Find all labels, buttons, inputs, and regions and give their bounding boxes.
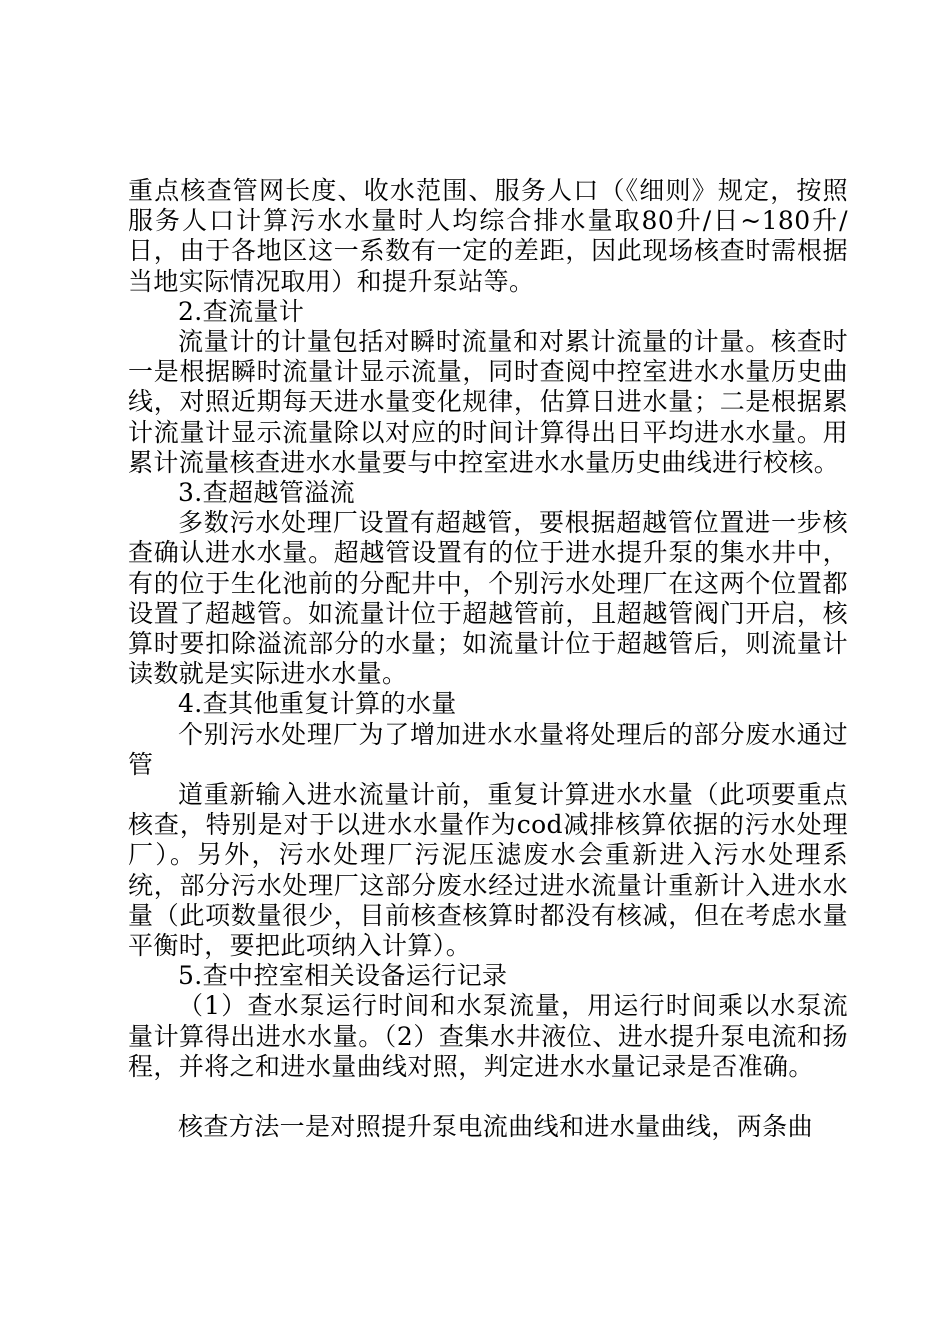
paragraph-method: 核查方法一是对照提升泵电流曲线和进水量曲线，两条曲 — [178, 1112, 814, 1142]
paragraph-intro: 重点核查管网长度、收水范围、服务人口（《细则》规定，按照服务人口计算污水水量时人均综合排水量取80升/日~180升/日，由于各地区这一系数有一定的差距，因此现场核查时需根据当地实际情况取用）和提升泵站等。 — [128, 176, 848, 296]
section-heading-2: 2.查流量计 — [178, 296, 305, 326]
paragraph-flowmeter: 流量计的计量包括对瞬时流量和对累计流量的计量。核查时一是根据瞬时流量计显示流量，同时查阅中控室进水水量历史曲线，对照近期每天进水量变化规律，估算日进水量；二是根据累计流量计显示流量除以对应的时间计算得出日平均进水水量。用累计流量核查进水水量要与中控室进水水量历史曲线进行校核。 — [128, 327, 848, 477]
paragraph-duplicate-a: 个别污水处理厂为了增加进水水量将处理后的部分废水通过管 — [128, 719, 848, 779]
paragraph-gap — [128, 1082, 848, 1112]
paragraph-control-room: （1）查水泵运行时间和水泵流量，用运行时间乘以水泵流量计算得出进水水量。（2）查集水井液位、进水提升泵电流和扬程，并将之和进水量曲线对照，判定进水水量记录是否准确。 — [128, 991, 848, 1081]
paragraph-bypass: 多数污水处理厂设置有超越管，要根据超越管位置进一步核查确认进水水量。超越管设置有的位于进水提升泵的集水井中，有的位于生化池前的分配井中，个别污水处理厂在这两个位置都设置了超越管。如流量计位于超越管前，且超越管阀门开启，核算时要扣除溢流部分的水量；如流量计位于超越管后，则流量计读数就是实际进水水量。 — [128, 508, 848, 689]
section-heading-4: 4.查其他重复计算的水量 — [178, 689, 457, 719]
paragraph-duplicate-b: 道重新输入进水流量计前，重复计算进水水量（此项要重点核查，特别是对于以进水水量作为cod减排核算依据的污水处理厂）。另外，污水处理厂污泥压滤废水会重新进入污水处理系统，部分污水处理厂这部分废水经过进水流量计重新计入进水水量（此项数量很少，目前核查核算时都没有核减，但在考虑水量平衡时，要把此项纳入计算）。 — [128, 780, 848, 961]
document-page — [128, 176, 848, 1142]
section-heading-5: 5.查中控室相关设备运行记录 — [178, 961, 508, 991]
section-heading-3: 3.查超越管溢流 — [178, 478, 356, 508]
